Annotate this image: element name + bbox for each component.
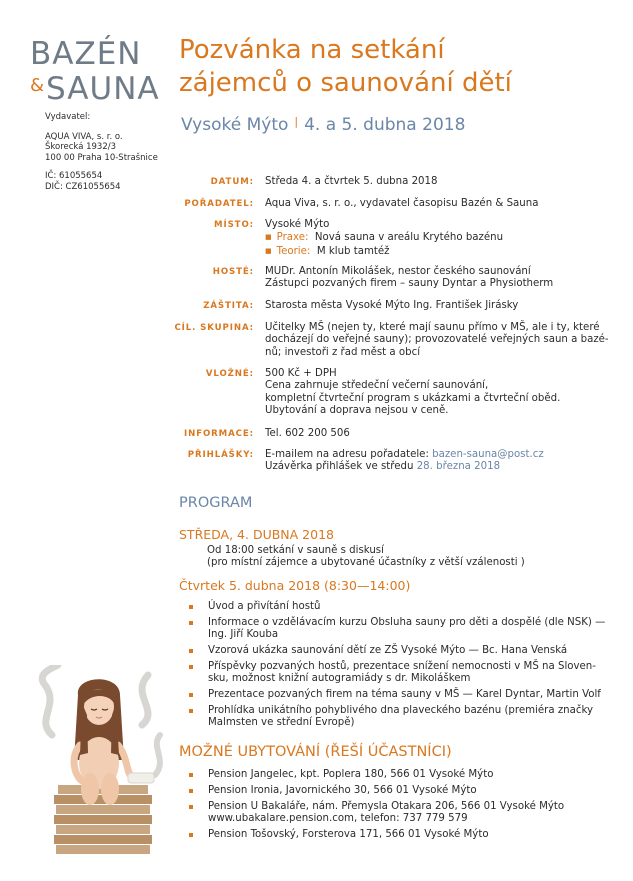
- list-item: Prohlídka unikátního pohyblivého dna plaveckého bazénu (premiéra značky Malmsten ve střední Evropě): [186, 705, 616, 730]
- logo-line2: SAUNA: [46, 71, 160, 107]
- info-value: kompletní čtvrteční program s ukázkami a čtvrteční oběd.: [265, 392, 561, 404]
- info-label: INFORMACE:: [184, 429, 254, 439]
- teorie-key: Teorie:: [276, 245, 311, 257]
- info-value: Uzávěrka přihlášek ve středu: [265, 461, 417, 473]
- teorie-value: M klub tamtéž: [316, 245, 390, 257]
- info-label: HOSTÉ:: [212, 267, 254, 277]
- subtitle-separator: |: [294, 115, 299, 128]
- logo-ampersand: &: [30, 75, 46, 96]
- logo-line1: BAZÉN: [30, 36, 142, 72]
- accommodation-heading: MOŽNÉ UBYTOVÁNÍ (ŘEŠÍ ÚČASTNÍCI): [179, 744, 452, 760]
- publisher-line: Škorecká 1932/3: [45, 142, 117, 152]
- list-item: Pension U Bakaláře, nám. Přemysla Otakara 206, 566 01 Vysoké Mýto www.ubakalare.pension.com, telefon: 737 779 579: [186, 801, 616, 826]
- info-value: Ubytování a doprava nejsou v ceně.: [265, 404, 449, 416]
- title-line2: zájemců o saunování dětí: [179, 68, 512, 98]
- subtitle-place: Vysoké Mýto: [181, 115, 289, 135]
- info-label: POŘADATEL:: [184, 199, 254, 209]
- info-value: Tel. 602 200 506: [265, 428, 350, 439]
- publisher-line: 100 00 Praha 10-Strašnice: [45, 152, 158, 163]
- list-item: Pension Ironia, Javornického 30, 566 01 Vysoké Mýto: [186, 785, 616, 797]
- info-value: Učitelky MŠ (nejen ty, které mají saunu přímo v MŠ, ale i ty, které: [265, 322, 600, 333]
- info-value: Cena zahrnuje středeční večerní saunování,: [265, 380, 489, 392]
- list-item: Vzorová ukázka saunování dětí ze ZŠ Vysoké Mýto — Bc. Hana Venská: [186, 645, 616, 657]
- title-line1: Pozvánka na setkání: [179, 35, 445, 65]
- day1-heading: STŘEDA, 4. DUBNA 2018: [179, 527, 334, 542]
- info-value: Aqua Viva, s. r. o., vydavatel časopisu Bazén & Sauna: [265, 198, 539, 209]
- page-title: [179, 34, 619, 100]
- list-item: Informace o vzdělávacím kurzu Obsluha sauny pro děti a dospělé (dle NSK) — Ing. Jiří Kouba: [186, 617, 616, 642]
- publisher-dic: DIČ: CZ61055654: [45, 181, 121, 192]
- publisher-line: AQUA VIVA, s. r. o.: [45, 131, 123, 142]
- publisher-heading: Vydavatel:: [45, 112, 91, 122]
- info-value: Starosta města Vysoké Mýto Ing. František Jirásky: [265, 300, 519, 311]
- subtitle-date: 4. a 5. dubna 2018: [304, 115, 466, 135]
- publisher-info: [45, 112, 170, 192]
- program-list: [186, 601, 616, 733]
- info-label: VLOŽNÉ:: [205, 369, 254, 379]
- info-value: Vysoké Mýto: [265, 219, 330, 230]
- day1-line2: (pro místní zájemce a ubytované účastníky z větší vzálenosti ): [207, 557, 525, 569]
- email-link[interactable]: bazen-sauna@post.cz: [432, 449, 544, 460]
- info-label: MÍSTO:: [214, 220, 254, 230]
- praxe-key: Praxe:: [276, 232, 309, 244]
- day1-text: [207, 545, 525, 570]
- day2-heading: Čtvrtek 5. dubna 2018 (8:30—14:00): [179, 578, 411, 593]
- subtitle: [181, 115, 465, 135]
- deadline-date: 28. března 2018: [416, 461, 501, 473]
- accommodation-list: [186, 769, 616, 844]
- info-value: docházejí do veřejné sauny); provozovatelé veřejných saun a bazé-: [265, 334, 609, 346]
- info-label: ZÁŠTITA:: [203, 301, 254, 311]
- girl-in-sauna-illustration: [30, 665, 170, 865]
- list-item: Příspěvky pozvaných hostů, prezentace snížení nemocnosti v MŠ na Sloven-sku, možnost knižní autogramiády s dr. Mikoláškem: [186, 661, 616, 686]
- list-item: Úvod a přivítání hostů: [186, 601, 616, 613]
- info-value: Středa 4. a čtvrtek 5. dubna 2018: [265, 176, 438, 187]
- misto-praxe: ■ Praxe: Nová sauna v areálu Krytého bazénu: [265, 232, 504, 244]
- info-value: Zástupci pozvaných firem – sauny Dyntar a Physiotherm: [265, 278, 554, 290]
- info-value: 500 Kč + DPH: [265, 368, 337, 379]
- program-heading: PROGRAM: [179, 495, 253, 511]
- misto-teorie: ■ Teorie: M klub tamtéž: [265, 245, 390, 257]
- info-value: MUDr. Antonín Mikolášek, nestor českého saunování: [265, 266, 531, 277]
- info-value: nů; investoři z řad měst a obcí: [265, 346, 421, 358]
- info-label: PŘIHLÁŠKY:: [187, 450, 254, 460]
- publisher-ic: IČ: 61055654: [45, 171, 103, 181]
- list-item: Prezentace pozvaných firem na téma sauny v MŠ — Karel Dyntar, Martin Volf: [186, 689, 616, 701]
- list-item: Pension Jangelec, kpt. Poplera 180, 566 01 Vysoké Mýto: [186, 769, 616, 781]
- info-label: CÍL. SKUPINA:: [174, 323, 254, 333]
- praxe-value: Nová sauna v areálu Krytého bazénu: [314, 232, 504, 244]
- info-value: E-mailem na adresu pořadatele:: [265, 449, 433, 460]
- info-label: DATUM:: [210, 177, 254, 187]
- day1-line1: Od 18:00 setkání v sauně s diskusí: [207, 545, 384, 556]
- logo: [30, 36, 160, 107]
- list-item: Pension Tošovský, Forsterova 171, 566 01 Vysoké Mýto: [186, 829, 616, 841]
